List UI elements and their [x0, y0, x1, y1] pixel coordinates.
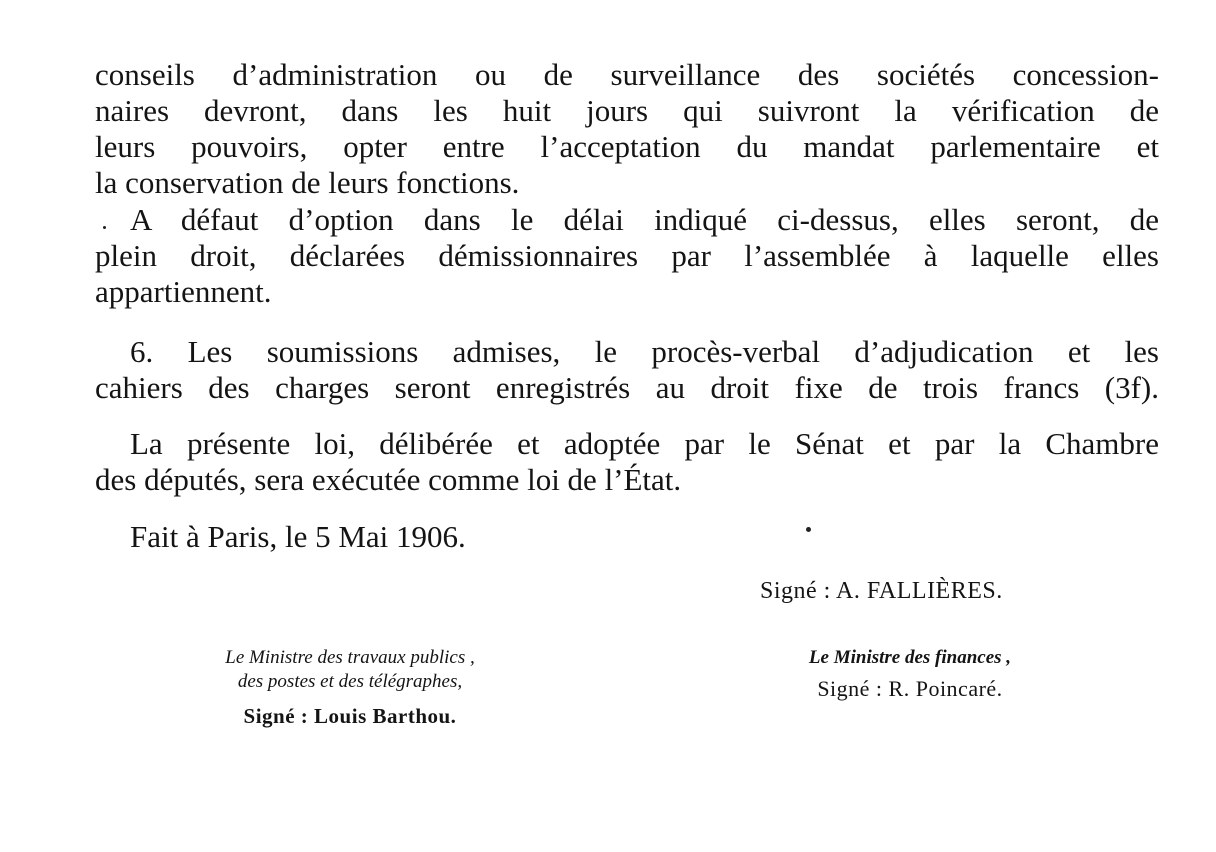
ink-speck — [806, 527, 811, 532]
paragraph-1-line-1: conseils d’administration ou de surveillance des sociétés concession- — [95, 57, 1159, 92]
paragraph-2-line-1: A défaut d’option dans le délai indiqué ci-dessus, elles seront, de — [130, 202, 1159, 237]
date-line: Fait à Paris, le 5 Mai 1906. — [130, 519, 466, 554]
minister-left-signature: Signé : Louis Barthou. — [243, 704, 457, 728]
minister-left-title-1: Le Ministre des travaux publics , — [225, 647, 475, 668]
paragraph-1-line-2: naires devront, dans les huit jours qui suivront la vérification de — [95, 93, 1159, 128]
minister-right-signature: Signé : R. Poincaré. — [817, 676, 1003, 701]
paragraph-2-line-3: appartiennent. — [95, 274, 272, 309]
closing-line-2: des députés, sera exécutée comme loi de l’État. — [95, 462, 682, 497]
paragraph-1-line-4: la conservation de leurs fonctions. — [95, 165, 520, 200]
article-6-line-1: 6. Les soumissions admises, le procès-verbal d’adjudication et les — [130, 334, 1159, 369]
closing-line-1: La présente loi, délibérée et adoptée par le Sénat et par la Chambre — [130, 426, 1159, 461]
minister-right-title: Le Ministre des finances , — [808, 647, 1012, 668]
minister-right-block — [760, 646, 1060, 702]
ink-speck — [103, 226, 106, 229]
minister-left-block — [150, 646, 550, 729]
minister-left-title-2: des postes et des télégraphes, — [237, 671, 463, 692]
president-signature: Signé : A. FALLIÈRES. — [760, 578, 1003, 604]
paragraph-2-line-2: plein droit, déclarées démissionnaires par l’assemblée à laquelle elles — [95, 238, 1159, 273]
article-6-line-2: cahiers des charges seront enregistrés au droit fixe de trois francs (3f). — [95, 370, 1159, 405]
paragraph-1-line-3: leurs pouvoirs, opter entre l’acceptation du mandat parlementaire et — [95, 129, 1159, 164]
